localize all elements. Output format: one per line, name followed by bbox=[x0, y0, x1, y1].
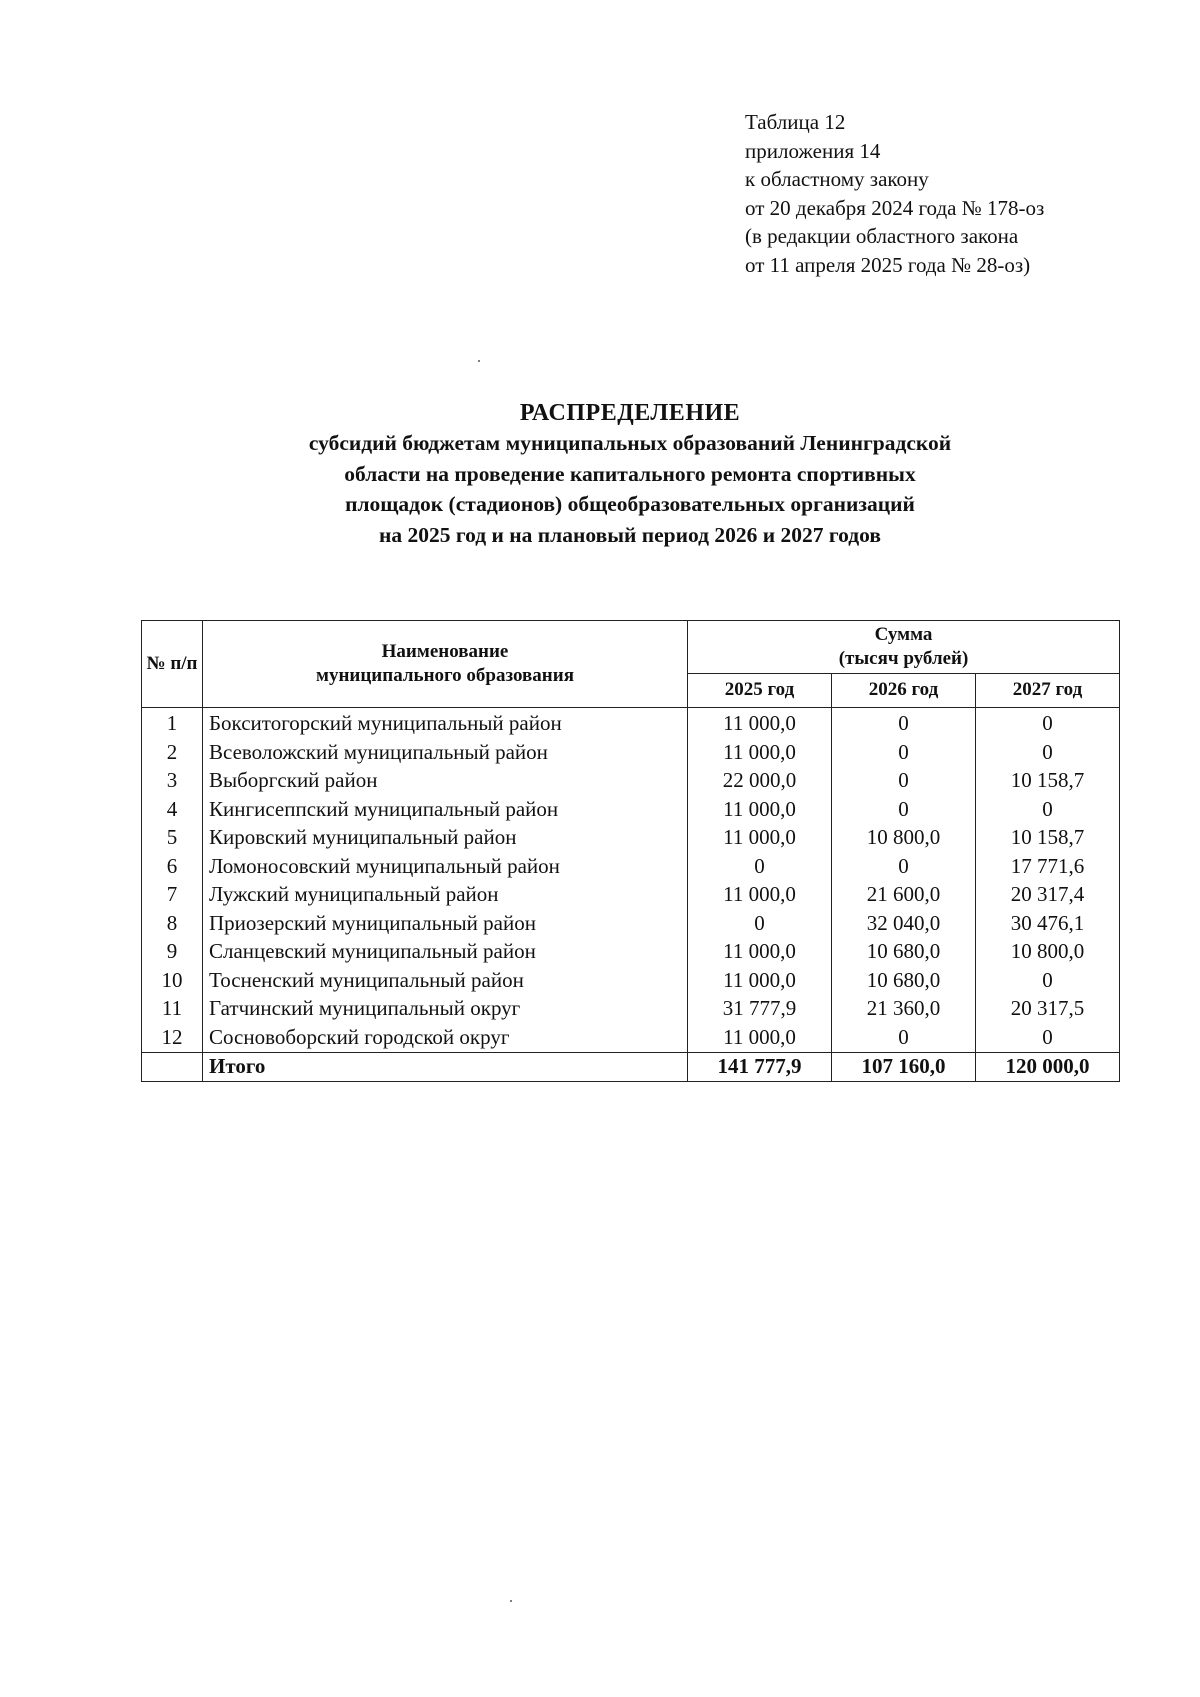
row-2027: 0 bbox=[976, 738, 1120, 767]
row-name: Ломоносовский муниципальный район bbox=[203, 852, 688, 881]
row-num: 2 bbox=[142, 738, 203, 767]
row-2027: 0 bbox=[976, 966, 1120, 995]
col-header-num: № п/п bbox=[142, 621, 203, 708]
row-name: Бокситогорский муниципальный район bbox=[203, 707, 688, 738]
row-2026: 0 bbox=[832, 707, 976, 738]
row-2025: 11 000,0 bbox=[688, 738, 832, 767]
row-2026: 10 680,0 bbox=[832, 938, 976, 967]
row-name: Лужский муниципальный район bbox=[203, 881, 688, 910]
table-row bbox=[142, 938, 1120, 967]
row-2025: 31 777,9 bbox=[688, 995, 832, 1024]
row-2026: 10 680,0 bbox=[832, 966, 976, 995]
row-2025: 22 000,0 bbox=[688, 767, 832, 796]
row-name: Тосненский муниципальный район bbox=[203, 966, 688, 995]
header-note-line: Таблица 12 bbox=[745, 110, 846, 134]
subsidy-table bbox=[141, 620, 1120, 1082]
row-2027: 10 158,7 bbox=[976, 767, 1120, 796]
scan-speck bbox=[510, 1600, 512, 1602]
row-2026: 0 bbox=[832, 852, 976, 881]
row-name: Кировский муниципальный район bbox=[203, 824, 688, 853]
row-name: Всеволожский муниципальный район bbox=[203, 738, 688, 767]
table-row bbox=[142, 852, 1120, 881]
row-2027: 0 bbox=[976, 707, 1120, 738]
header-note-line: от 11 апреля 2025 года № 28-оз) bbox=[745, 252, 1031, 277]
row-num: 11 bbox=[142, 995, 203, 1024]
total-num-cell bbox=[142, 1052, 203, 1082]
row-name: Сланцевский муниципальный район bbox=[203, 938, 688, 967]
row-num: 4 bbox=[142, 795, 203, 824]
row-name: Сосновоборский городской округ bbox=[203, 1023, 688, 1052]
header-note-line: к областному закону bbox=[745, 167, 929, 191]
row-2027: 17 771,6 bbox=[976, 852, 1120, 881]
row-2025: 0 bbox=[688, 852, 832, 881]
row-2027: 20 317,5 bbox=[976, 995, 1120, 1024]
scan-speck bbox=[478, 360, 480, 362]
title-line: площадок (стадионов) общеобразовательных организаций bbox=[345, 492, 915, 516]
header-note bbox=[745, 108, 1044, 279]
col-header-sum-line2: (тысяч рублей) bbox=[838, 648, 969, 669]
row-num: 7 bbox=[142, 881, 203, 910]
row-2025: 11 000,0 bbox=[688, 824, 832, 853]
title-line: субсидий бюджетам муниципальных образований Ленинградской bbox=[308, 431, 952, 455]
col-header-sum bbox=[688, 621, 1120, 674]
table-row bbox=[142, 738, 1120, 767]
row-2027: 20 317,4 bbox=[976, 881, 1120, 910]
col-header-year: 2026 год bbox=[832, 674, 976, 708]
table-row bbox=[142, 824, 1120, 853]
header-note-line: от 20 декабря 2024 года № 178-оз bbox=[745, 195, 1045, 220]
table-row bbox=[142, 1023, 1120, 1052]
title-main: РАСПРЕДЕЛЕНИЕ bbox=[519, 400, 741, 426]
header-note-line: приложения 14 bbox=[745, 138, 881, 163]
table-row bbox=[142, 881, 1120, 910]
row-2027: 0 bbox=[976, 1023, 1120, 1052]
header-note-line: (в редакции областного закона bbox=[745, 224, 1019, 248]
col-header-year: 2027 год bbox=[976, 674, 1120, 708]
row-2026: 0 bbox=[832, 767, 976, 796]
row-num: 8 bbox=[142, 909, 203, 938]
row-name: Гатчинский муниципальный округ bbox=[203, 995, 688, 1024]
col-header-name bbox=[203, 621, 688, 708]
row-2025: 11 000,0 bbox=[688, 881, 832, 910]
row-num: 12 bbox=[142, 1023, 203, 1052]
row-2025: 11 000,0 bbox=[688, 1023, 832, 1052]
row-name: Выборгский район bbox=[203, 767, 688, 796]
col-header-sum-line1: Сумма bbox=[874, 624, 933, 645]
row-num: 5 bbox=[142, 824, 203, 853]
document-title bbox=[180, 398, 1080, 550]
table-row bbox=[142, 995, 1120, 1024]
row-num: 1 bbox=[142, 707, 203, 738]
row-2026: 10 800,0 bbox=[832, 824, 976, 853]
table-body bbox=[142, 707, 1120, 1052]
row-2027: 10 158,7 bbox=[976, 824, 1120, 853]
row-num: 9 bbox=[142, 938, 203, 967]
total-2025: 141 777,9 bbox=[688, 1052, 832, 1082]
row-name: Кингисеппский муниципальный район bbox=[203, 795, 688, 824]
table-row bbox=[142, 707, 1120, 738]
total-2026: 107 160,0 bbox=[832, 1052, 976, 1082]
total-2027: 120 000,0 bbox=[976, 1052, 1120, 1082]
row-2025: 11 000,0 bbox=[688, 938, 832, 967]
row-num: 10 bbox=[142, 966, 203, 995]
title-line: области на проведение капитального ремонта спортивных bbox=[344, 461, 916, 486]
row-2025: 0 bbox=[688, 909, 832, 938]
row-2027: 30 476,1 bbox=[976, 909, 1120, 938]
table-total-row bbox=[142, 1052, 1120, 1082]
row-2026: 0 bbox=[832, 1023, 976, 1052]
table-row bbox=[142, 795, 1120, 824]
row-2026: 0 bbox=[832, 738, 976, 767]
col-header-year: 2025 год bbox=[688, 674, 832, 708]
row-2027: 10 800,0 bbox=[976, 938, 1120, 967]
row-num: 3 bbox=[142, 767, 203, 796]
row-name: Приозерский муниципальный район bbox=[203, 909, 688, 938]
row-num: 6 bbox=[142, 852, 203, 881]
title-line: на 2025 год и на плановый период 2026 и 2027 годов bbox=[379, 522, 881, 547]
row-2027: 0 bbox=[976, 795, 1120, 824]
col-header-name-line1: Наименование bbox=[381, 640, 509, 662]
row-2025: 11 000,0 bbox=[688, 966, 832, 995]
row-2026: 21 360,0 bbox=[832, 995, 976, 1024]
row-2025: 11 000,0 bbox=[688, 795, 832, 824]
row-2026: 0 bbox=[832, 795, 976, 824]
row-2026: 21 600,0 bbox=[832, 881, 976, 910]
row-2026: 32 040,0 bbox=[832, 909, 976, 938]
row-2025: 11 000,0 bbox=[688, 707, 832, 738]
col-header-name-line2: муниципального образования bbox=[316, 664, 574, 686]
total-label: Итого bbox=[203, 1052, 688, 1082]
table-row bbox=[142, 767, 1120, 796]
table-row bbox=[142, 909, 1120, 938]
table-row bbox=[142, 966, 1120, 995]
